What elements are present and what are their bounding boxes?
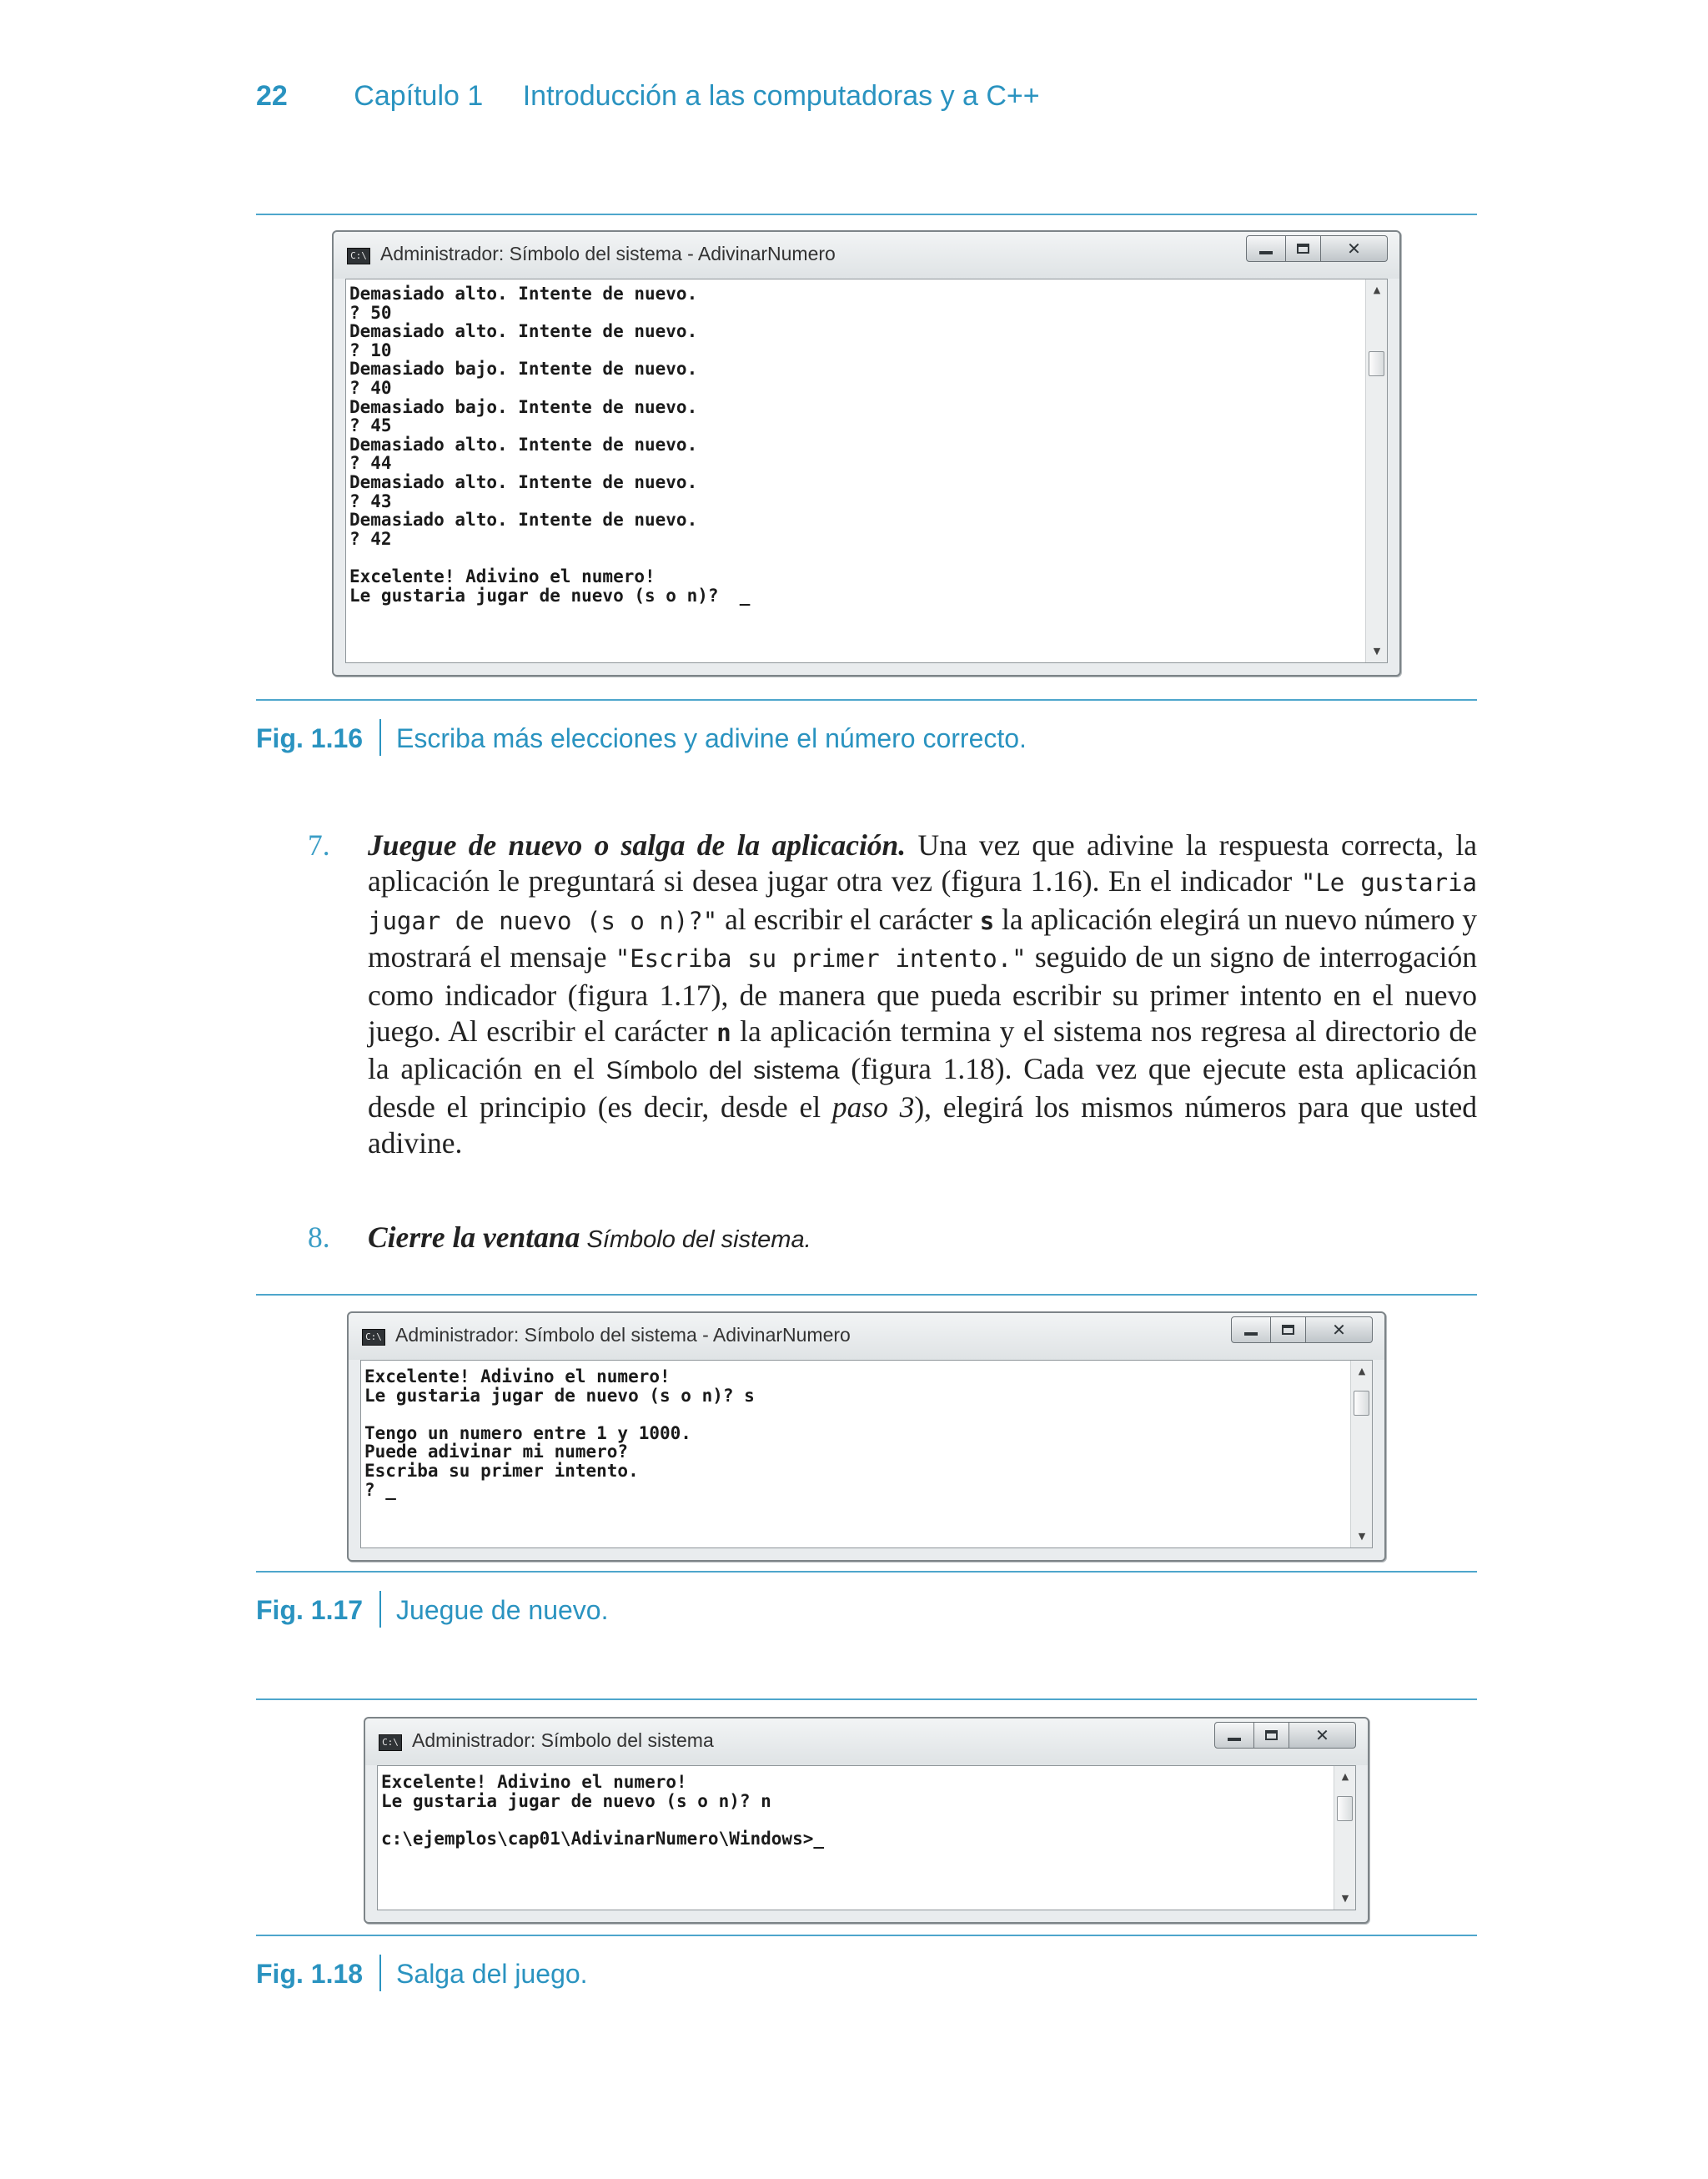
maximize-icon (1282, 1325, 1294, 1335)
step-text: ), elegirá los mismos números para que usted adivine. (368, 1090, 1477, 1160)
console-output[interactable]: Excelente! Adivino el numero! Le gustaria jugar de nuevo (s o n)? n c:\ejemplos\cap01\AdivinarNumero\Windows>_ (381, 1772, 825, 1849)
scrollbar-thumb[interactable] (1369, 351, 1384, 376)
inline-code: "Escriba su primer intento." (615, 944, 1027, 974)
step-7 (309, 828, 1477, 1162)
vertical-scrollbar[interactable] (1350, 1361, 1372, 1547)
close-button[interactable] (1306, 1316, 1373, 1343)
console-window (364, 1717, 1369, 1924)
window-title: Administrador: Símbolo del sistema - AdivinarNumero (395, 1324, 851, 1346)
console-client-area (360, 1360, 1373, 1548)
title-bar[interactable] (349, 1313, 1384, 1360)
vertical-scrollbar[interactable] (1365, 279, 1387, 662)
close-button[interactable] (1289, 1722, 1356, 1749)
console-output[interactable]: Demasiado alto. Intente de nuevo. ? 50 Demasiado alto. Intente de nuevo. ? 10 Demasiado bajo. Intente de nuevo. ? 40 Demasiado bajo. Intente de nuevo. ? 45 Demasiado alto. Intente de nuevo. ? 44 Demasiado alto. Intente de nuevo. ? 43 Demasiado alto. Intente de nuevo. ? 42 Excelente! Adivino el numero! Le gustaria jugar de nuevo (s o n)? _ (349, 284, 751, 606)
chapter-label: Capítulo 1 (354, 80, 484, 112)
ui-term: Símbolo del sistema (605, 1057, 840, 1085)
window-title: Administrador: Símbolo del sistema (412, 1729, 714, 1751)
figure-rule-bottom (256, 1571, 1477, 1573)
command-prompt-icon: C:\ (347, 248, 370, 264)
console-client-area (377, 1765, 1356, 1910)
scroll-down-arrow-icon[interactable]: ▼ (1373, 646, 1381, 657)
title-bar[interactable] (334, 232, 1399, 279)
minimize-button[interactable] (1231, 1316, 1271, 1343)
inline-code: n (716, 1019, 731, 1048)
scroll-down-arrow-icon[interactable]: ▼ (1358, 1531, 1366, 1542)
figure-label: Fig. 1.16 (256, 723, 364, 753)
window-controls (1231, 1316, 1373, 1343)
command-prompt-icon: C:\ (379, 1734, 402, 1751)
step-body (368, 1220, 1477, 1258)
step-number: 8. (308, 1220, 330, 1254)
page-number: 22 (256, 80, 288, 112)
step-heading: Cierre la ventana (368, 1220, 580, 1254)
figure-caption-text: Salga del juego. (396, 1959, 588, 1989)
scrollbar-thumb[interactable] (1354, 1391, 1369, 1416)
minimize-button[interactable] (1246, 235, 1286, 262)
inline-code: "Le gustaria jugar de nuevo (s o n)?" (368, 868, 1477, 935)
scrollbar-thumb[interactable] (1337, 1796, 1353, 1821)
running-head (256, 80, 1040, 113)
minimize-icon (1244, 1332, 1258, 1336)
vertical-scrollbar[interactable] (1334, 1766, 1355, 1910)
command-prompt-icon: C:\ (362, 1329, 385, 1346)
figure-caption (256, 719, 1027, 756)
close-icon: ✕ (1332, 1320, 1346, 1340)
scroll-down-arrow-icon[interactable]: ▼ (1341, 1893, 1349, 1904)
caption-separator (379, 1591, 381, 1628)
figure-caption-text: Juegue de nuevo. (396, 1595, 609, 1625)
figure-label: Fig. 1.17 (256, 1595, 364, 1625)
figure-caption (256, 1955, 588, 1991)
step-text: (figura 1.18). Cada vez que ejecute esta aplicación desde el principio (es decir, desde el (368, 1052, 1477, 1124)
maximize-button[interactable] (1286, 235, 1321, 262)
minimize-button[interactable] (1214, 1722, 1254, 1749)
figure-rule-bottom (256, 699, 1477, 701)
caption-separator (379, 1955, 381, 1991)
step-heading: Juegue de nuevo o salga de la aplicación. (368, 828, 907, 862)
console-window (332, 230, 1401, 677)
figure-rule-top (256, 1698, 1477, 1700)
chapter-title: Introducción a las computadoras y a C++ (522, 80, 1040, 112)
console-window (347, 1311, 1386, 1562)
figure-rule-top (256, 1294, 1477, 1296)
minimize-icon (1259, 251, 1273, 254)
figure-rule-bottom (256, 1935, 1477, 1936)
close-button[interactable] (1321, 235, 1388, 262)
figure-rule-top (256, 214, 1477, 215)
close-icon: ✕ (1347, 239, 1361, 259)
step-number: 7. (308, 828, 330, 862)
step-text: Una vez que adivine la respuesta correcta, la aplicación le preguntará si desea jugar otra vez (figura 1.16). En el indicador (368, 828, 1477, 898)
step-text: al escribir el carácter (717, 902, 980, 936)
figure-caption-text: Escriba más elecciones y adivine el número correcto. (396, 723, 1027, 753)
close-icon: ✕ (1315, 1725, 1329, 1745)
scroll-up-arrow-icon[interactable]: ▲ (1373, 284, 1381, 295)
window-title: Administrador: Símbolo del sistema - AdivinarNumero (380, 243, 836, 264)
minimize-icon (1228, 1738, 1241, 1741)
figure-caption (256, 1591, 608, 1628)
scroll-up-arrow-icon[interactable]: ▲ (1358, 1366, 1366, 1376)
caption-separator (379, 719, 381, 756)
maximize-button[interactable] (1254, 1722, 1289, 1749)
scroll-up-arrow-icon[interactable]: ▲ (1341, 1771, 1349, 1782)
maximize-button[interactable] (1271, 1316, 1306, 1343)
console-output[interactable]: Excelente! Adivino el numero! Le gustaria jugar de nuevo (s o n)? s Tengo un numero entre 1 y 1000. Puede adivinar mi numero? Escriba su primer intento. ? _ (364, 1366, 755, 1500)
console-client-area (345, 279, 1388, 663)
step-text: la aplicación termina y el sistema nos regresa al directorio de la aplicación en el (368, 1014, 1477, 1086)
figure-label: Fig. 1.18 (256, 1959, 364, 1989)
window-controls (1246, 235, 1388, 262)
step-body (368, 828, 1477, 1162)
step-8 (309, 1220, 1477, 1258)
step-text: seguido de un signo de interrogación como indicador (figura 1.17), de manera que pueda escribir su primer intento en el nuevo juego. Al escribir el carácter (368, 940, 1477, 1049)
emphasis: paso 3 (831, 1090, 915, 1124)
title-bar[interactable] (365, 1719, 1368, 1765)
ui-term: Símbolo del sistema. (580, 1226, 811, 1253)
window-controls (1214, 1722, 1356, 1749)
step-text: la aplicación elegirá un nuevo número y mostrará el mensaje (368, 902, 1477, 974)
inline-code: s (979, 906, 995, 935)
maximize-icon (1265, 1730, 1278, 1740)
maximize-icon (1297, 244, 1309, 254)
